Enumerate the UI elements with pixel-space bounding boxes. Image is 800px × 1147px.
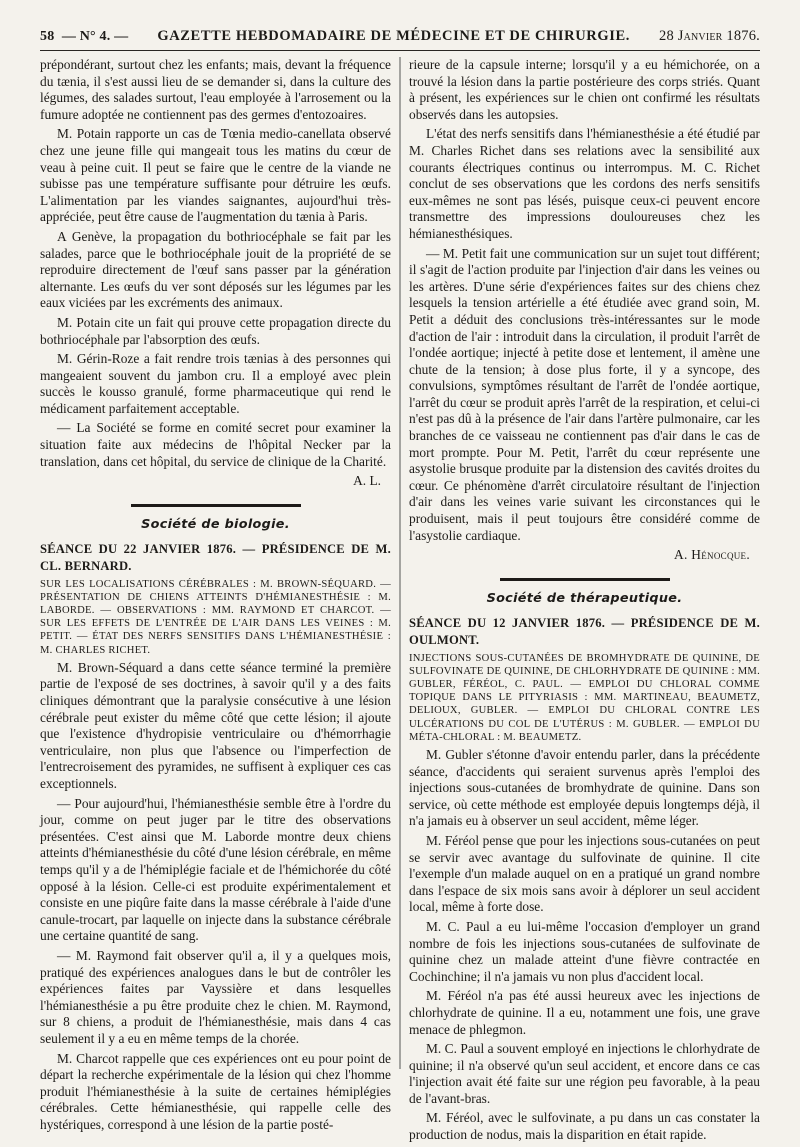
issue-number: — N° 4. — <box>61 29 129 44</box>
session-summary: INJECTIONS SOUS-CUTANÉES DE BROMHYDRATE DE QUININE, DE SULFOVINATE DE QUININE, DE CHLORHYDRATE DE QUININE : MM. GUBLER, FÉRÉOL, C. PAUL. — EMPLOI DU CHLORAL COMME TOPIQUE DANS LE PITYRIASIS : MM. MARTINEAU, BEAUMETZ, DELIOUX, GUBLER. — EMPLOI DU CHLORAL CONTRE LES ULCÉRATIONS DU COL DE L'UTÉRUS : M. GUBLER. — EMPLOI DU MÉTA-CHLORAL : M. BEAUMETZ. <box>409 652 760 743</box>
section-title: Société de biologie. <box>141 516 290 532</box>
session-heading: SÉANCE DU 22 JANVIER 1876. — PRÉSIDENCE DE M. CL. BERNARD. <box>40 542 391 574</box>
section-divider <box>131 504 301 507</box>
paragraph: M. Féréol, avec le sulfovinate, a pu dans un cas constater la production de nodus, mais la disparition en était rapide. <box>409 1110 760 1143</box>
section-divider <box>500 578 670 581</box>
paragraph: M. Gérin-Roze a fait rendre trois tænias à des personnes qui mangeaient souvent du jambon cru. Il a employé avec plein succès le kousso granulé, forme pharmaceutique qui rend le médicament parfaitement acceptable. <box>40 351 391 416</box>
signature: A. L. <box>353 473 381 489</box>
page-number: 58 <box>40 29 55 44</box>
text-columns <box>40 57 760 1147</box>
page-number-and-issue <box>40 29 128 45</box>
paragraph: rieure de la capsule interne; lorsqu'il y a eu hémichorée, on a trouvé la lésion dans la partie postérieure des corps striés. Quant à présent, les expériences sur le chien ont confirmé les résultats observés dans les autopsies. <box>409 57 760 122</box>
paragraph: M. Brown-Séquard a dans cette séance terminé la première partie de l'exposé de ses doctrines, à savoir qu'il y a des faits cliniques démontrant que la paralysie consécutive à une lésion cérébrale peut exister du même côté que cette lésion; il ajoute que l'existence d'hydropisie ventriculaire ou d'hémorrhagie ventriculaire, non plus que l'absence ou l'imperfection de l'entrecroisement des pyramides, ne suffisent à expliquer ces cas exceptionnels. <box>40 659 391 791</box>
paragraph: — La Société se forme en comité secret pour examiner la situation faite aux médecins de l'hôpital Necker par la translation, dans cet hôpital, du service de clinique de la Charité. <box>40 420 391 469</box>
paragraph: M. Potain cite un fait qui prouve cette propagation directe du bothriocéphale par l'absorption des œufs. <box>40 314 391 347</box>
signature: A. Hénocque. <box>674 547 750 563</box>
session-heading: SÉANCE DU 12 JANVIER 1876. — PRÉSIDENCE DE M. OULMONT. <box>409 616 760 647</box>
page-header <box>40 28 760 51</box>
paragraph: — M. Raymond fait observer qu'il a, il y a quelques mois, pratiqué des expériences analogues dans le but de contrôler les expériences faites par Vayssière et dans lesquelles l'hémianesthésie a pu être produite chez le chien. M. Raymond, sur 8 chiens, a produit de l'hémianesthésie, mais dans 4 cas seulement il y a eu en même temps de la chorée. <box>40 947 391 1046</box>
left-column <box>40 57 391 1147</box>
paragraph: M. Féréol pense que pour les injections sous-cutanées on peut se servir avec avantage du sulfovinate de quinine. Il cite l'exemple d'un malade auquel on en a pratiqué un grand nombre dans l'espace de six mois sans avoir à déplorer un seul accident local, même à forte dose. <box>409 832 760 915</box>
section-title: Société de thérapeutique. <box>486 590 683 606</box>
paragraph: M. Gubler s'étonne d'avoir entendu parler, dans la précédente séance, d'accidents qui seraient survenus après l'emploi des injections sous-cutanées de bromhydrate de quinine. Dans son service, où cette méthode est employée depuis longtemps déjà, il n'a jamais eu à observer un seul accident, même léger. <box>409 747 760 829</box>
paragraph: prépondérant, surtout chez les enfants; mais, devant la fréquence du tænia, il s'est aussi lieu de se demander si, dans la culture des légumes, des salades surtout, l'eau employée à l'arrosement ou la fumure adoptée ne contiennent pas des germes d'entozoaires. <box>40 57 391 122</box>
paragraph: M. C. Paul a souvent employé en injections le chlorhydrate de quinine; il n'a observé qu'un seul accident, et encore dans ce cas l'injection avait été faite sur une région peu favorable, à la peau de l'avant-bras. <box>409 1041 760 1106</box>
session-summary: SUR LES LOCALISATIONS CÉRÉBRALES : M. BROWN-SÉQUARD. — PRÉSENTATION DE CHIENS ATTEINTS D'HÉMIANESTHÉSIE : M. LABORDE. — OBSERVATIONS : MM. RAYMOND ET CHARCOT. — SUR LES EFFETS DE L'ENTRÉE DE L'AIR DANS LES VEINES : M. PETIT. — ÉTAT DES NERFS SENSITIFS DANS L'HÉMIANESTHÉSIE : M. CHARLES RICHET. <box>40 578 391 656</box>
right-column <box>409 57 760 1147</box>
journal-title: GAZETTE HEBDOMADAIRE DE MÉDECINE ET DE CHIRURGIE. <box>157 28 630 44</box>
paragraph: A Genève, la propagation du bothriocéphale se fait par les salades, parce que le bothriocéphale jouit de la propriété de se reproduire directement de l'œuf sans passer par la génération alternante. Les œufs du ver sont déposés sur les légumes par les eaux viciées par les excréments des animaux. <box>40 228 391 311</box>
paragraph: M. C. Paul a eu lui-même l'occasion d'employer un grand nombre de fois les injections sous-cutanées de sulfovinate de quinine chez un malade atteint d'une fièvre contractée en Cochinchine; il n'a jamais vu non plus d'accident local. <box>409 918 760 984</box>
paragraph: M. Féréol n'a pas été aussi heureux avec les injections de chlorhydrate de quinine. Il a eu, notamment une fois, une grave menace de phlegmon. <box>409 988 760 1037</box>
paragraph: L'état des nerfs sensitifs dans l'hémianesthésie a été étudié par M. Charles Richet dans ses relations avec la sensibilité aux courants électriques continus ou interrompus. M. C. Richet conclut de ses observations que les cordons des nerfs sensitifs eux-mêmes ne sont pas lésés, puisque ceux-ci peuvent encore transmettre des impressions douloureuses chez les hémianesthésiques. <box>409 126 760 241</box>
issue-date: 28 Janvier 1876. <box>659 28 760 44</box>
paragraph: — Pour aujourd'hui, l'hémianesthésie semble être à l'ordre du jour, comme on peut juger par le titre des observations présentées. C'est ainsi que M. Laborde montre deux chiens atteints d'hémianesthésie du côté d'une lésion cérébrale, en même temps qu'il y a de l'hémiplégie faciale et de l'hémichorée du côté opposé à la lésion. Celle-ci est produite expérimentalement et consiste en une piqûre faite dans la masse cérébrale à l'aide d'une canule-trocart, par laquelle on injecte dans la substance cérébrale une certaine quantité de sang. <box>40 795 391 944</box>
paragraph: — M. Petit fait une communication sur un sujet tout différent; il s'agit de l'action produite par l'injection d'air dans les veines ou les artères. D'une série d'expériences faites sur des chiens chez lesquels la tension artérielle a été étudiée avec grand soin, M. Petit a déduit des conclusions très-intéressantes sur le mode d'action de l'air : introduit dans la circulation, il produit l'arrêt de l'ondée aortique; injecté à petite dose et lentement, il amène une chute de la tension; à dose plus forte, il y a syncope, des convulsions, symptômes résultant de l'arrêt de l'ondée aortique, l'arrêt du cœur se produit après l'arrêt de la respiration, et celui-ci n'est pas dû à la présence de l'air dans l'artère pulmonaire, car les branches de ce vaisseau ne contiennent pas d'air dans le cas de mort prompte. Pour M. Petit, l'arrêt du cœur représente une asystolie brusque produite par la distension des cavités droites du cœur. Ce phénomène d'arrêt circulatoire résultant de l'injection d'air dans les veines varie suivant les circonstances qui le produisent, mais il peut toujours être considéré comme de l'asystolie cardiaque. <box>409 245 760 543</box>
paragraph: M. Potain rapporte un cas de Tœnia medio-canellata observé chez une jeune fille qui mangeait tous les matins du cœur de veau à peine cuit. Il peut se faire que le centre de la viande ne subisse pas une température suffisante pour détruire les œufs. L'alimentation par les viandes saignantes, aujourd'hui très-appréciée, peut être cause de l'augmentation du tænia à Paris. <box>40 126 391 225</box>
paragraph: M. Charcot rappelle que ces expériences ont eu pour point de départ la recherche expérimentale de la lésion qui chez l'homme produit l'hémianesthésie à la suite de certaines hémiplégies cérébrales. Cette hémianesthésie, qui rappelle celle des hystériques, correspond à une lésion de la partie posté- <box>40 1050 391 1132</box>
